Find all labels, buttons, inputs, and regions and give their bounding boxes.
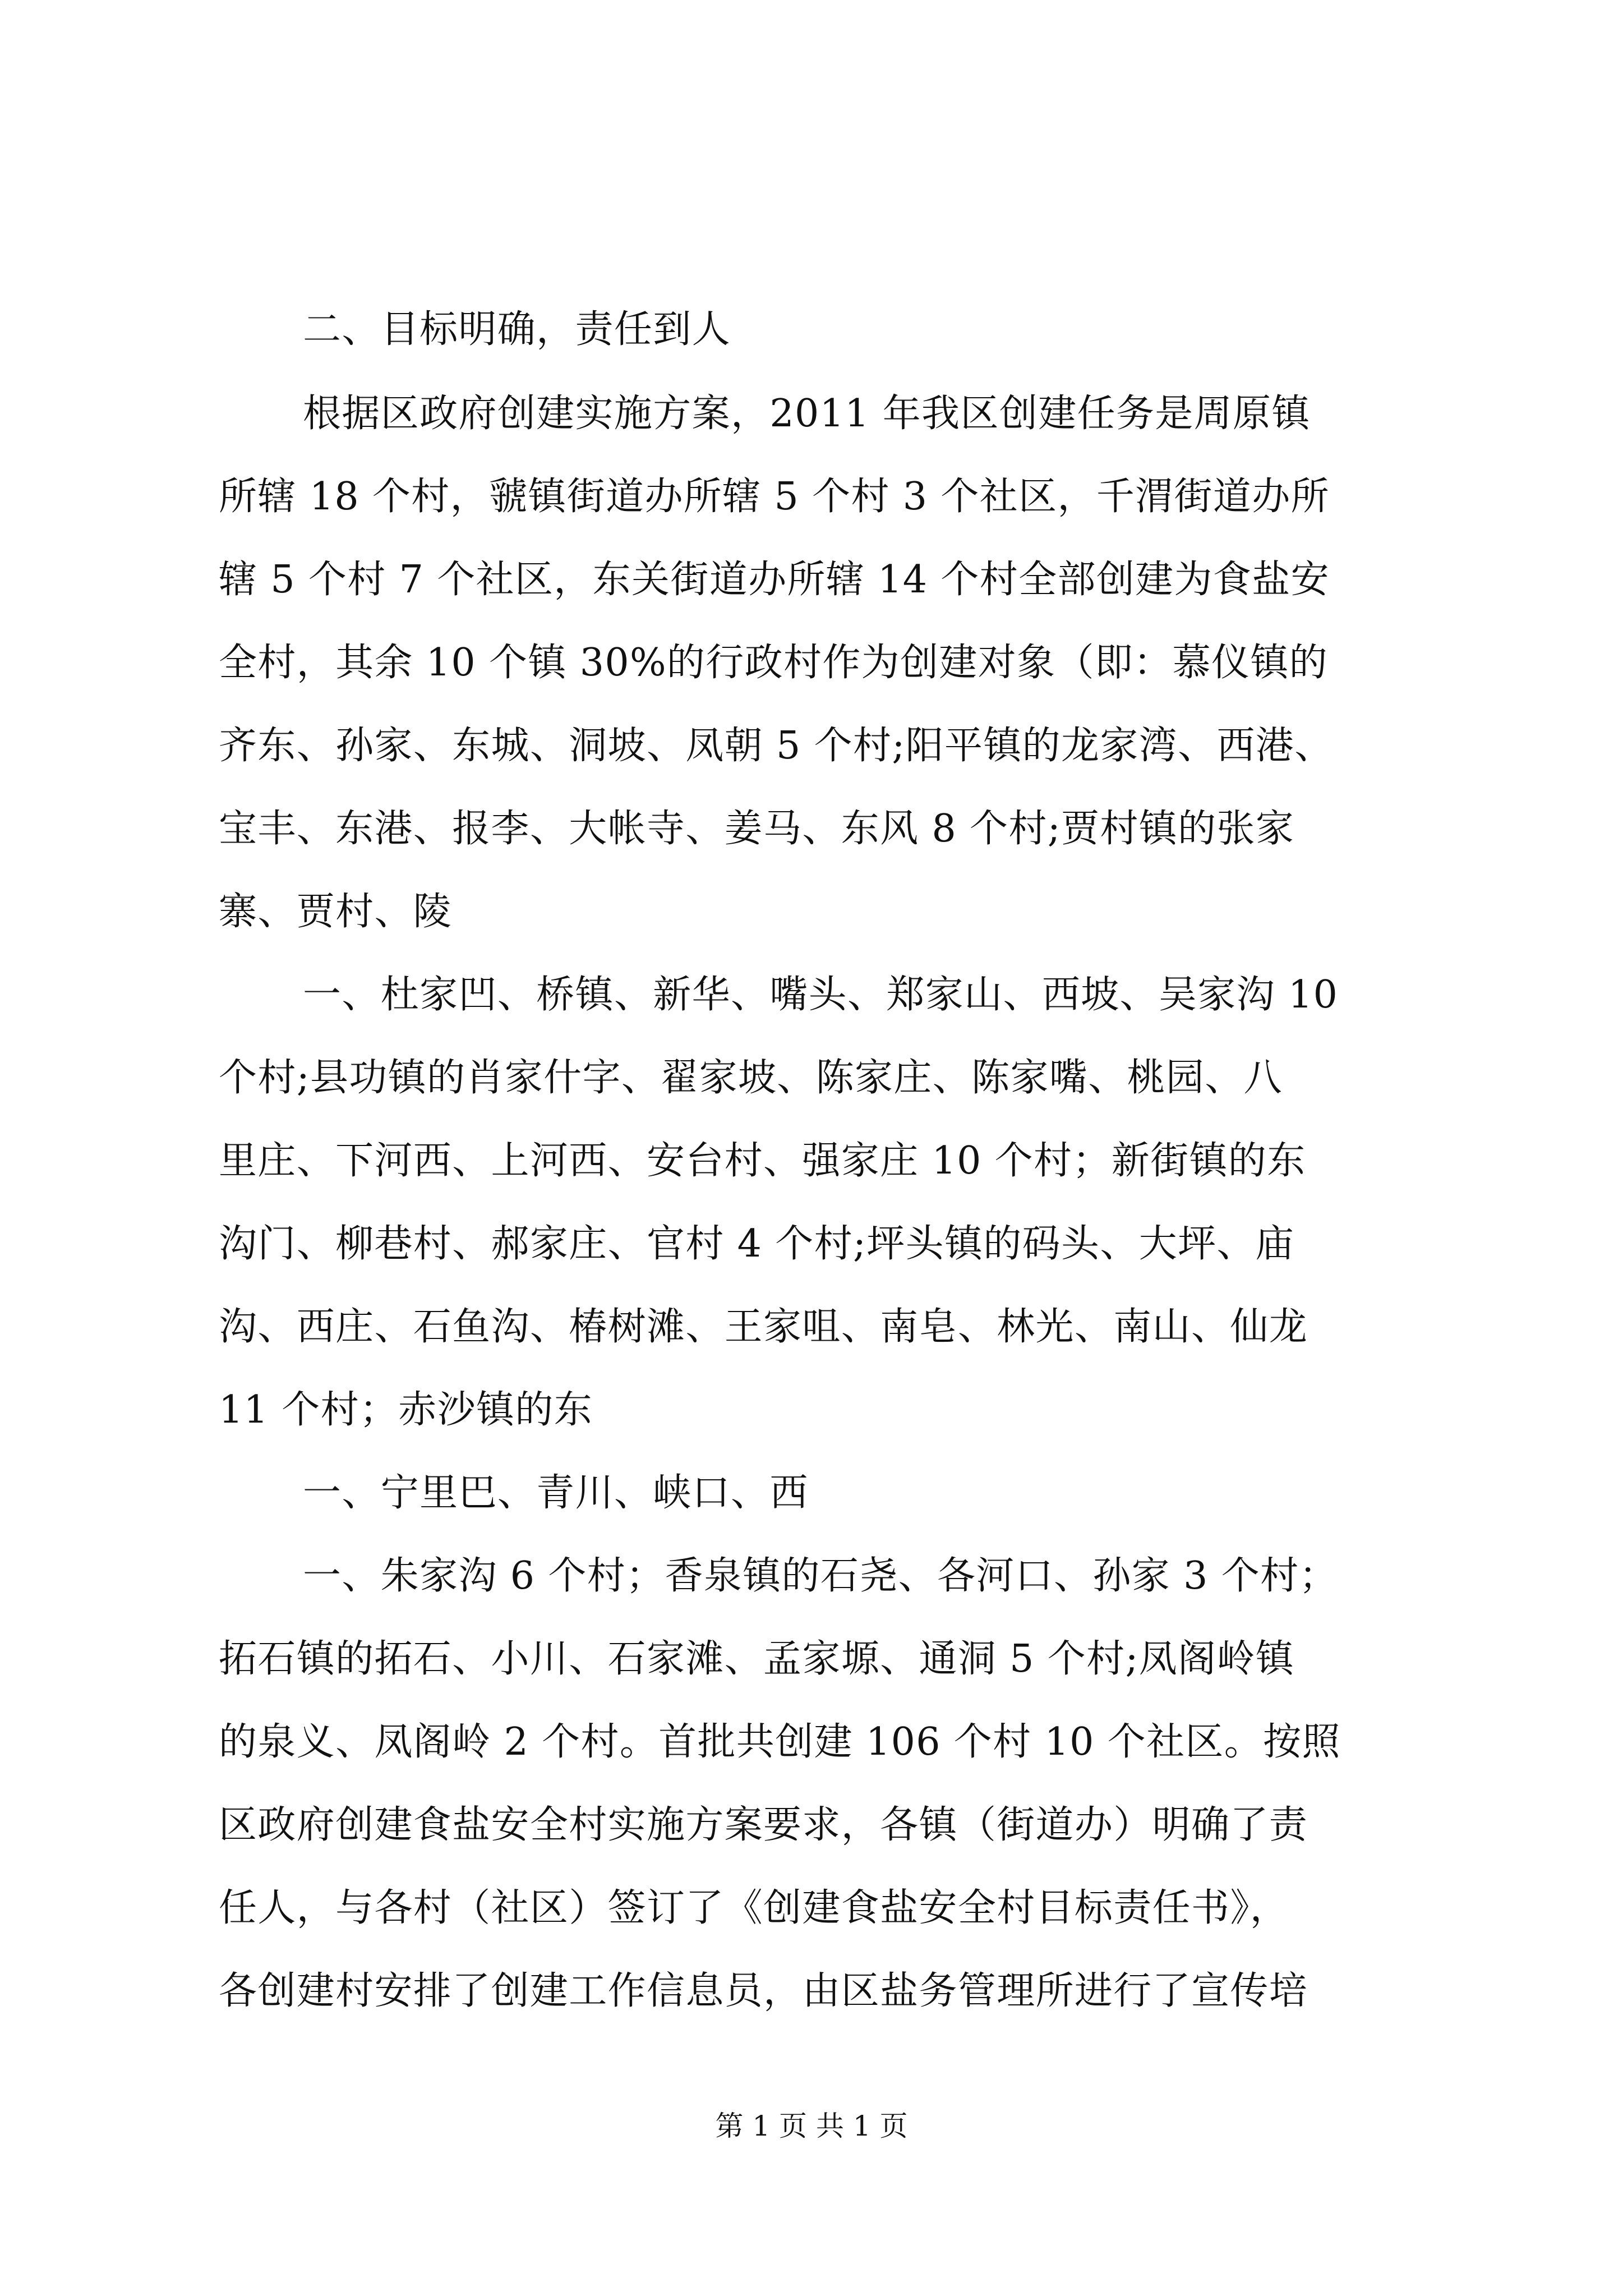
paragraph-line: 一、朱家沟 6 个村；香泉镇的石尧、各河口、孙家 3 个村； [303, 1554, 1338, 1598]
paragraph-line: 拓石镇的拓石、小川、石家滩、孟家塬、通洞 5 个村;凤阁岭镇 [219, 1637, 1295, 1681]
paragraph-line: 根据区政府创建实施方案，2011 年我区创建任务是周原镇 [303, 392, 1311, 436]
paragraph-line: 一、杜家凹、桥镇、新华、嘴头、郑家山、西坡、吴家沟 10 [303, 973, 1339, 1017]
paragraph-line: 寨、贾村、陵 [219, 890, 453, 934]
paragraph-line: 所辖 18 个村，虢镇街道办所辖 5 个村 3 个社区，千渭街道办所 [219, 475, 1330, 519]
paragraph-line: 区政府创建食盐安全村实施方案要求，各镇（街道办）明确了责 [219, 1803, 1308, 1847]
paragraph-line: 宝丰、东港、报李、大帐寺、姜马、东风 8 个村;贾村镇的张家 [219, 807, 1295, 851]
paragraph-line: 沟门、柳巷村、郝家庄、官村 4 个村;坪头镇的码头、大坪、庙 [219, 1222, 1295, 1266]
paragraph-line: 11 个村；赤沙镇的东 [219, 1388, 593, 1432]
section-heading: 二、目标明确，责任到人 [303, 307, 731, 352]
page-footer: 第 1 页 共 1 页 [715, 2110, 908, 2142]
paragraph-line: 全村，其余 10 个镇 30%的行政村作为创建对象（即：慕仪镇的 [219, 641, 1329, 685]
paragraph-line: 各创建村安排了创建工作信息员，由区盐务管理所进行了宣传培 [219, 1969, 1308, 2013]
paragraph-line: 个村;县功镇的肖家什字、翟家坡、陈家庄、陈家嘴、桃园、八 [219, 1056, 1283, 1100]
paragraph-line: 齐东、孙家、东城、洞坡、凤朝 5 个村;阳平镇的龙家湾、西港、 [219, 724, 1334, 768]
paragraph-line: 一、宁里巴、青川、峡口、西 [303, 1471, 809, 1515]
paragraph-line: 里庄、下河西、上河西、安台村、强家庄 10 个村；新街镇的东 [219, 1139, 1306, 1183]
paragraph-line: 辖 5 个村 7 个社区，东关街道办所辖 14 个村全部创建为食盐安 [219, 558, 1330, 602]
paragraph-line: 沟、西庄、石鱼沟、椿树滩、王家咀、南皂、林光、南山、仙龙 [219, 1305, 1308, 1349]
paragraph-line: 的泉义、凤阁岭 2 个村。首批共创建 106 个村 10 个社区。按照 [219, 1720, 1341, 1764]
paragraph-line: 任人，与各村（社区）签订了《创建食盐安全村目标责任书》， [219, 1886, 1289, 1930]
